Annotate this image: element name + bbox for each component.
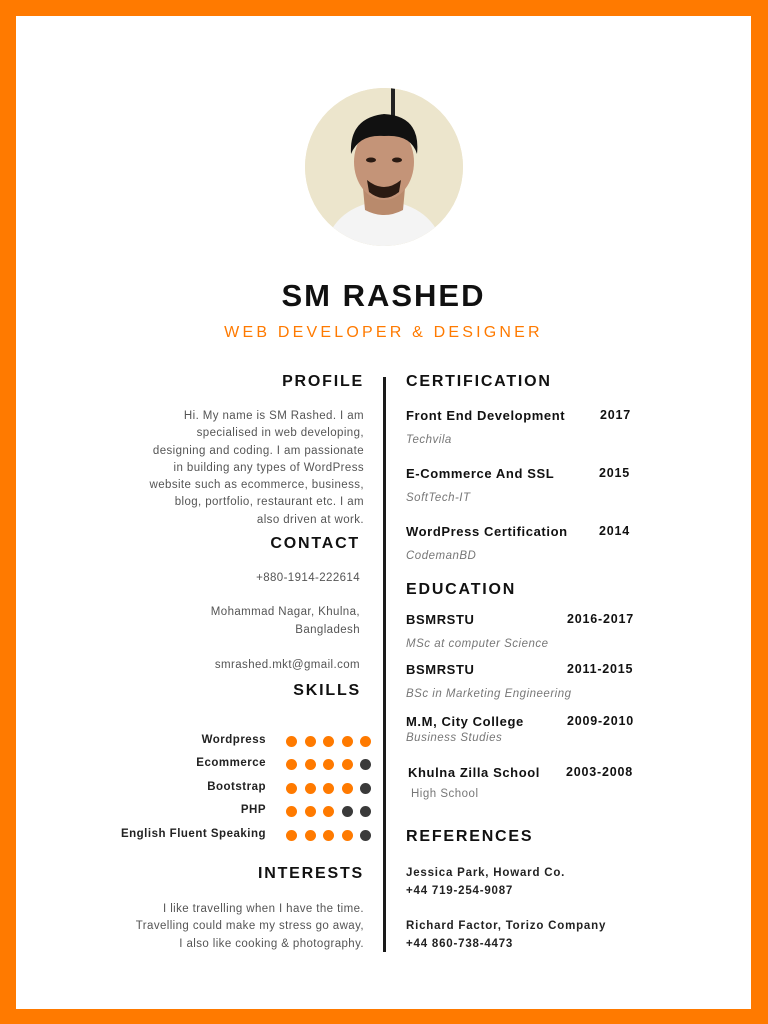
dot-empty-icon [360, 830, 371, 841]
education-degree: MSc at computer Science [406, 638, 549, 650]
profile-text-line: specialised in web developing, [196, 427, 364, 440]
contact-email: smrashed.mkt@gmail.com [214, 659, 360, 671]
reference-phone: +44 860-738-4473 [406, 938, 514, 950]
profile-text [106, 408, 364, 529]
certification-title: E-Commerce And SSL [406, 466, 555, 481]
contact-address-line1: Mohammad Nagar, Khulna, [210, 606, 360, 618]
certification-year: 2017 [600, 408, 632, 422]
dot-filled-icon [342, 783, 353, 794]
education-school: BSMRSTU [406, 612, 475, 627]
dot-empty-icon [342, 806, 353, 817]
certification-org: Techvila [406, 434, 452, 446]
dot-filled-icon [360, 736, 371, 747]
profile-photo [305, 88, 463, 246]
skill-row [96, 828, 366, 844]
skill-level-dots [284, 759, 366, 771]
dot-filled-icon [286, 830, 297, 841]
certification-org: CodemanBD [406, 550, 477, 562]
education-years: 2003-2008 [566, 765, 633, 779]
skill-level-dots [284, 830, 366, 842]
job-title: WEB DEVELOPER & DESIGNER [224, 324, 543, 341]
profile-text-line: Hi. My name is SM Rashed. I am [183, 410, 364, 422]
skill-level-dots [284, 806, 366, 818]
dot-empty-icon [360, 783, 371, 794]
contact-heading: CONTACT [270, 535, 360, 552]
education-school: BSMRSTU [406, 662, 475, 677]
profile-text-line: website such as ecommerce, business, [149, 479, 364, 492]
education-years: 2016-2017 [567, 612, 634, 626]
interests-text [76, 901, 364, 953]
profile-text-line: also driven at work. [256, 513, 364, 526]
dot-filled-icon [323, 736, 334, 747]
skill-row [96, 804, 366, 820]
profile-heading: PROFILE [282, 373, 364, 390]
education-heading: EDUCATION [406, 581, 517, 598]
dot-filled-icon [323, 783, 334, 794]
avatar-illustration [305, 88, 463, 246]
dot-filled-icon [305, 759, 316, 770]
dot-filled-icon [342, 736, 353, 747]
education-degree: BSc in Marketing Engineering [406, 688, 572, 700]
person-name: SM RASHED [281, 278, 486, 313]
resume-page [16, 16, 751, 1009]
references-heading: REFERENCES [406, 828, 534, 845]
dot-filled-icon [305, 806, 316, 817]
skill-row [96, 734, 366, 750]
reference-name: Richard Factor, Torizo Company [406, 920, 607, 932]
dot-filled-icon [323, 806, 334, 817]
dot-filled-icon [323, 830, 334, 841]
education-years: 2011-2015 [567, 662, 634, 676]
reference-name: Jessica Park, Howard Co. [406, 867, 566, 879]
skill-row [96, 757, 366, 773]
dot-filled-icon [305, 830, 316, 841]
certification-title: WordPress Certification [406, 524, 568, 539]
profile-text-line: in building any types of WordPress [173, 461, 364, 474]
certification-org: SoftTech-IT [406, 492, 471, 504]
profile-text-line: blog, portfolio, restaurant etc. I am [174, 496, 364, 509]
education-years: 2009-2010 [567, 714, 634, 728]
reference-phone: +44 719-254-9087 [406, 885, 514, 897]
dot-filled-icon [342, 830, 353, 841]
education-school: Khulna Zilla School [408, 765, 541, 780]
dot-filled-icon [305, 736, 316, 747]
column-divider [383, 377, 386, 952]
interests-text-line: I like travelling when I have the time. [163, 903, 364, 915]
certification-year: 2014 [599, 524, 631, 538]
dot-filled-icon [286, 736, 297, 747]
dot-filled-icon [286, 806, 297, 817]
dot-empty-icon [360, 806, 371, 817]
skill-row [96, 781, 366, 797]
skill-name: Bootstrap [207, 781, 266, 793]
skill-name: PHP [240, 804, 266, 816]
interests-text-line: I also like cooking & photography. [179, 937, 364, 950]
dot-filled-icon [286, 783, 297, 794]
dot-empty-icon [360, 759, 371, 770]
dot-filled-icon [286, 759, 297, 770]
dot-filled-icon [305, 783, 316, 794]
certification-year: 2015 [599, 466, 631, 480]
skill-name: English Fluent Speaking [120, 828, 266, 840]
education-degree: High School [411, 788, 479, 800]
contact-phone: +880-1914-222614 [256, 572, 360, 584]
skill-name: Wordpress [201, 734, 266, 746]
profile-text-line: designing and coding. I am passionate [152, 444, 364, 457]
education-school: M.M, City College [406, 714, 524, 729]
dot-filled-icon [323, 759, 334, 770]
dot-filled-icon [342, 759, 353, 770]
interests-text-line: Travelling could make my stress go away, [135, 920, 364, 933]
skill-level-dots [284, 783, 366, 795]
contact-address-line2: Bangladesh [295, 624, 360, 636]
certification-heading: CERTIFICATION [406, 373, 552, 390]
skill-level-dots [284, 736, 366, 748]
skills-heading: SKILLS [293, 682, 361, 699]
skill-name: Ecommerce [196, 757, 266, 769]
education-degree: Business Studies [406, 732, 503, 744]
certification-title: Front End Development [406, 408, 566, 423]
interests-heading: INTERESTS [258, 865, 364, 882]
